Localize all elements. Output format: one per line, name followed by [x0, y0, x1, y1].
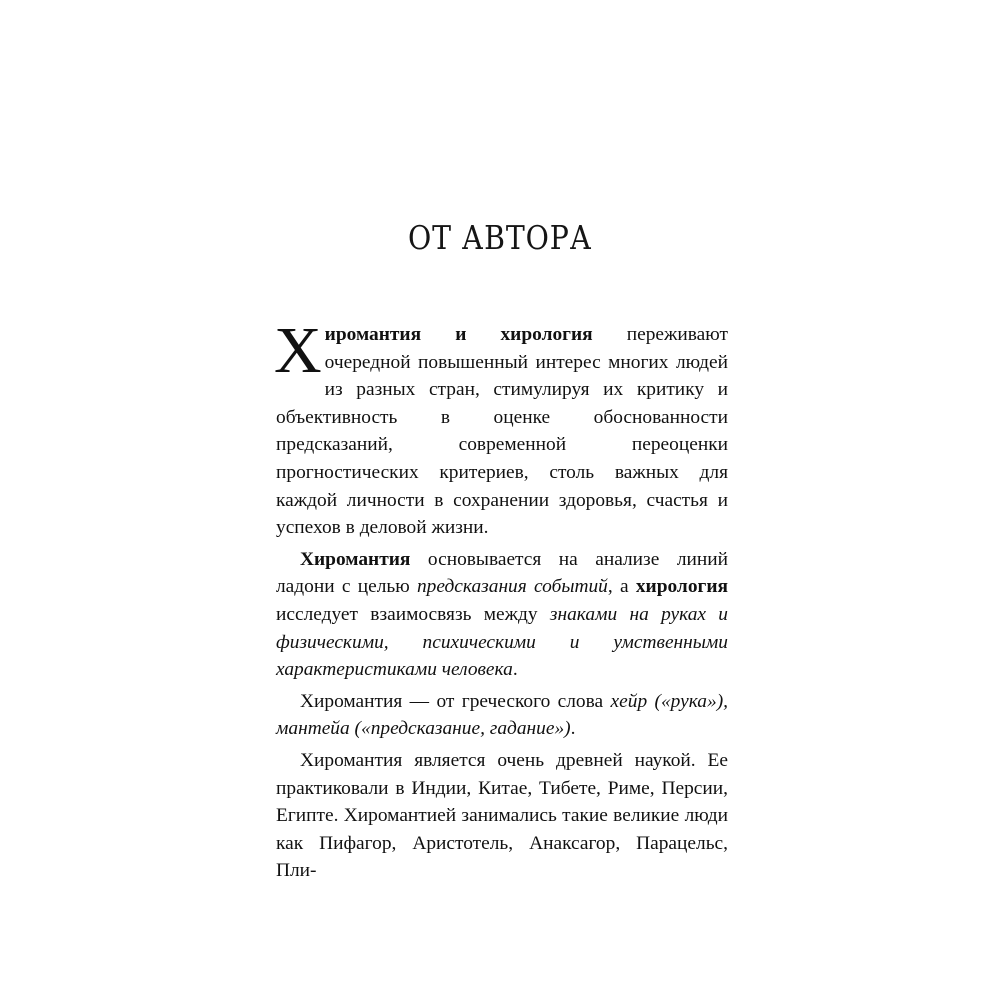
body-text	[274, 314, 729, 885]
chapter-heading: ОТ АВТОРА	[407, 218, 593, 257]
bold-term: хирология	[635, 576, 728, 598]
italic-phrase: предсказания событий	[416, 576, 608, 598]
italic-phrase: хейр («рука»), мантейа («предсказание, гадание»)	[276, 690, 729, 740]
paragraph-text: Хиромантия является очень древней наукой. Ее практиковали в Индии, Китае, Тибете, Риме, Персии, Египте. Хиромантией занимались такие великие люди как Пифагор, Аристотель, Анаксагор, Парацельс, Пли-	[276, 749, 728, 882]
drop-cap: Х	[274, 314, 322, 387]
paragraph-4	[276, 747, 728, 885]
paragraph-1	[274, 314, 728, 542]
paragraph-text: переживают очередной повышенный интерес многих людей из разных стран, стимулируя их критику и объективность в оценке обоснованности предсказаний, современной переоценки прогностических критериев, столь важных для каждой личности в сохранении здоровья, счастья и успехов в деловой жизни.	[276, 324, 728, 539]
paragraph-3: Хиромантия — от греческого слова хейр («рука»), мантейа («предсказание, гадание»).	[276, 690, 729, 740]
paragraph-2: Хиромантия основывается на анализе линий ладони с целью предсказания событий, а хирология исследует взаимосвязь между знаками на руках и физическими, психическими и умственными характеристиками человека.	[276, 548, 728, 681]
bold-term: Хиромантия	[300, 548, 411, 570]
italic-phrase: знаками на руках и физическими, психическими и умственными характеристиками человека	[276, 603, 728, 681]
bold-term: иромантия и хирология	[324, 324, 593, 345]
